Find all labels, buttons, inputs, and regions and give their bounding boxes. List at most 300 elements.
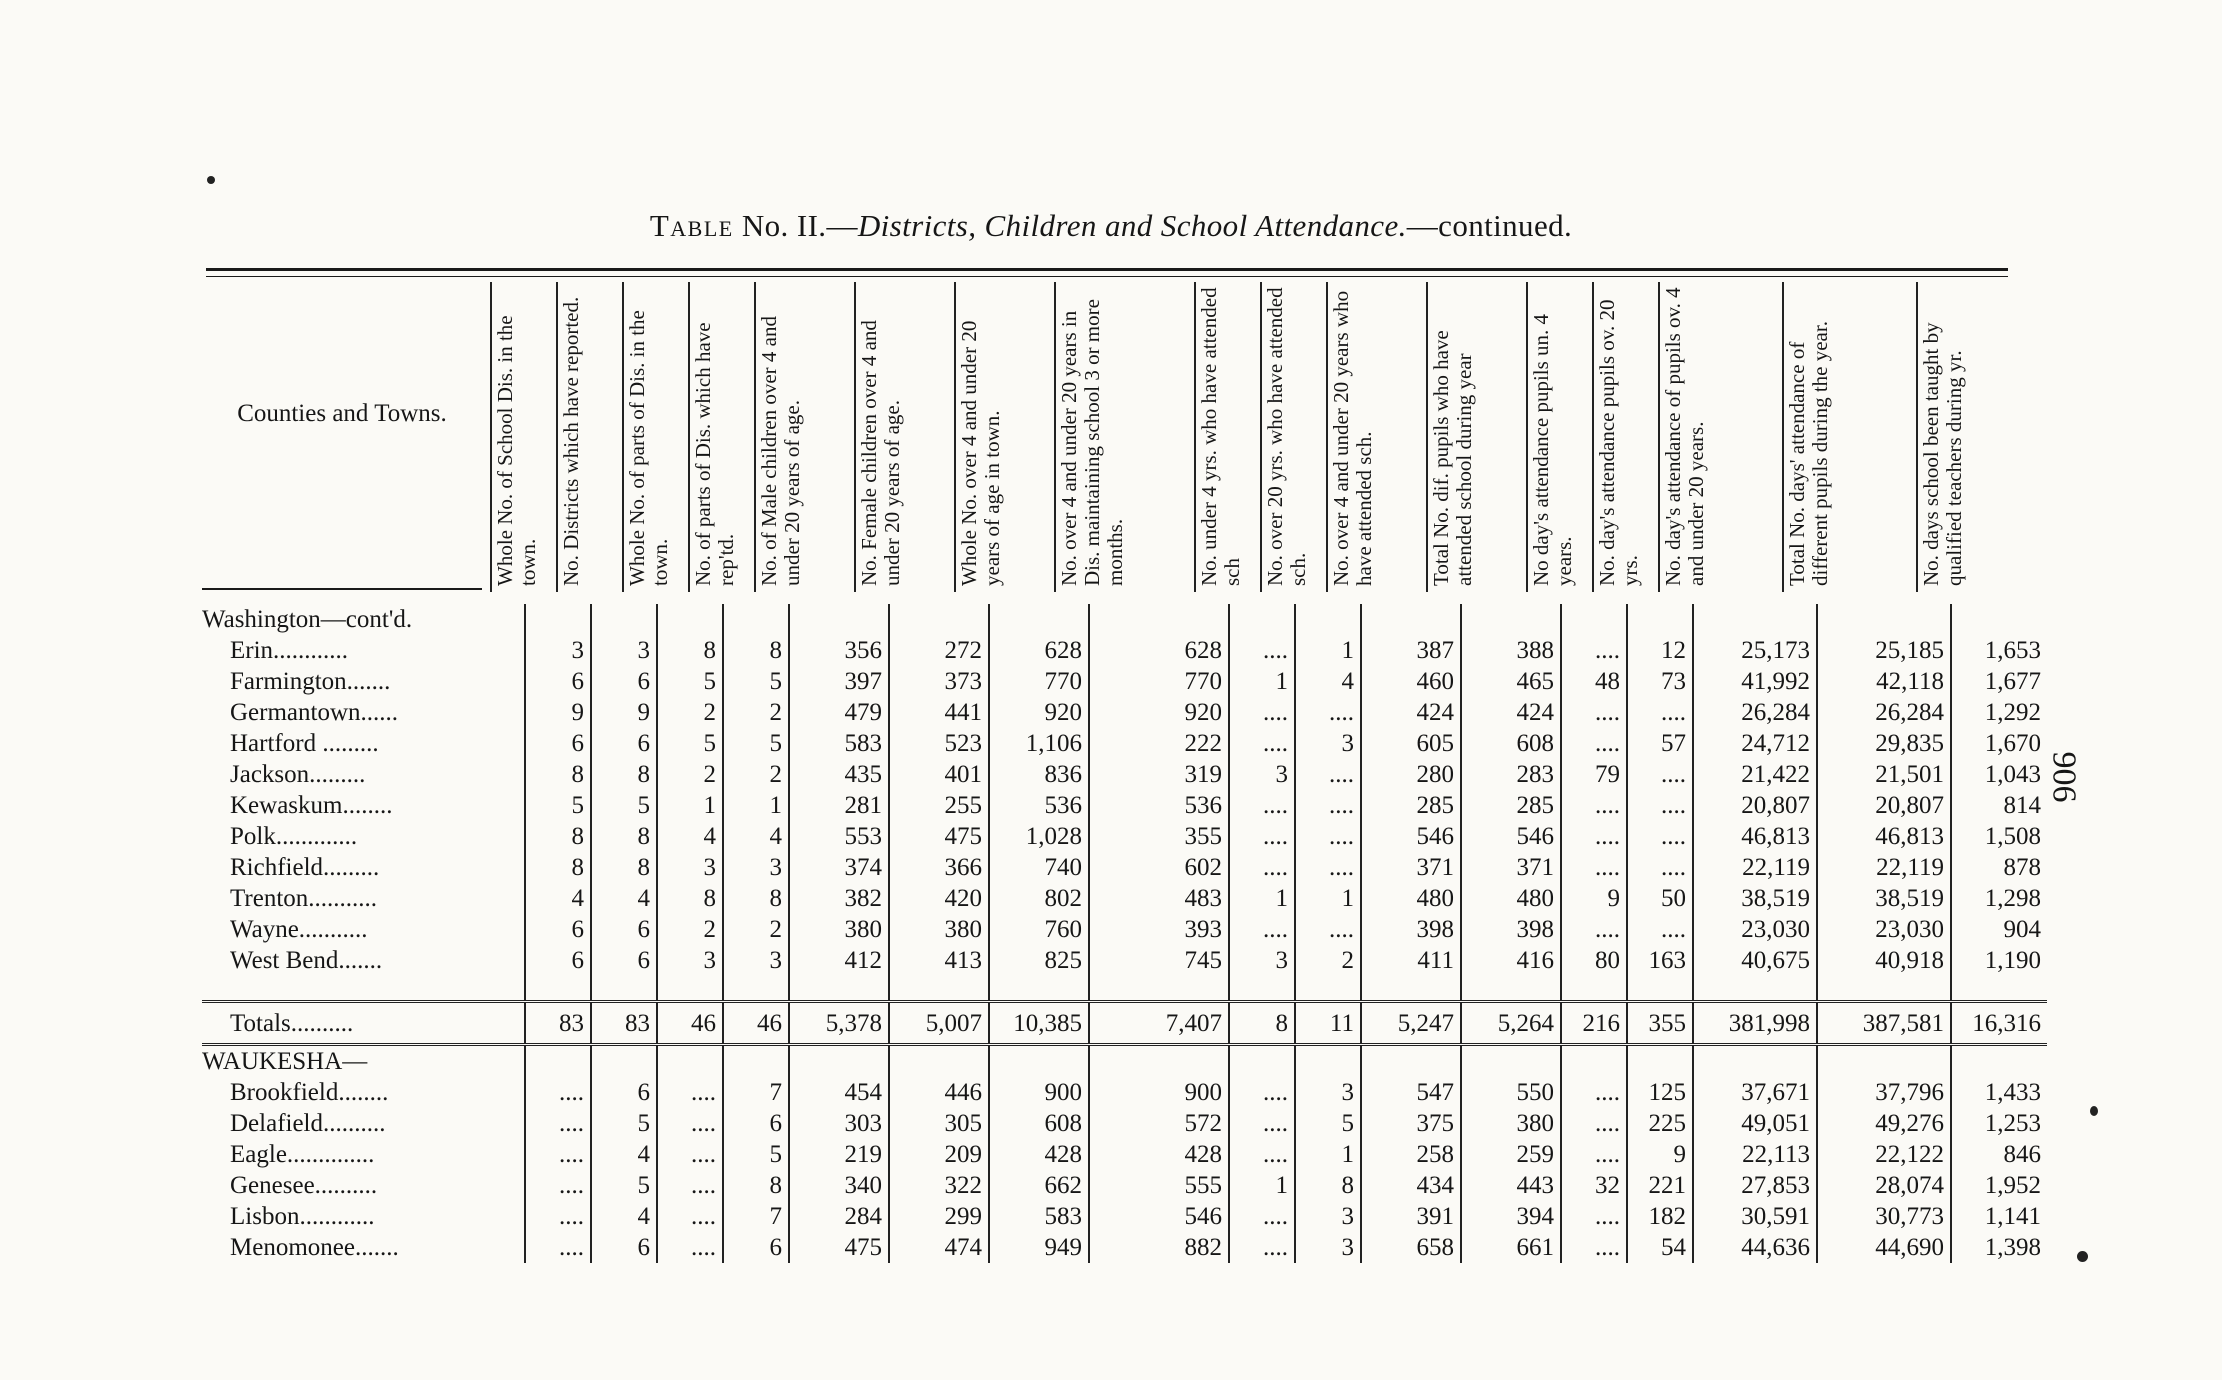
- table-cell: 3: [657, 852, 723, 883]
- table-cell: 3: [1229, 945, 1295, 976]
- table-cell: 393: [1089, 914, 1229, 945]
- table-cell: 5: [591, 1108, 657, 1139]
- table-cell: 366: [889, 852, 989, 883]
- table-cell: 4: [1295, 666, 1361, 697]
- table-cell: 428: [1089, 1139, 1229, 1170]
- table-cell: 4: [591, 883, 657, 914]
- table-cell: 836: [989, 759, 1089, 790]
- table-cell: ....: [525, 1201, 591, 1232]
- table-cell: 281: [789, 790, 889, 821]
- empty-cell: [1561, 1045, 1627, 1078]
- table-cell: 628: [989, 635, 1089, 666]
- table-cell: 42,118: [1817, 666, 1951, 697]
- table-cell: 83: [525, 1002, 591, 1045]
- empty-cell: [989, 604, 1089, 635]
- table-cell: 583: [789, 728, 889, 759]
- table-cell: 2: [657, 914, 723, 945]
- table-cell: 8: [591, 821, 657, 852]
- town-name: Eagle..............: [230, 1141, 375, 1168]
- empty-cell: [1951, 604, 2047, 635]
- table-cell: 209: [889, 1139, 989, 1170]
- table-cell: 1: [1229, 666, 1295, 697]
- column-header-label: No. under 4 yrs. who have attended sch: [1197, 287, 1244, 586]
- table-cell: 460: [1361, 666, 1461, 697]
- table-row: [202, 697, 2047, 728]
- table-cell: 381,998: [1693, 1002, 1817, 1045]
- table-cell: 572: [1089, 1108, 1229, 1139]
- table-cell: 5: [1295, 1108, 1361, 1139]
- table-cell: 16,316: [1951, 1002, 2047, 1045]
- table-cell: 5: [591, 1170, 657, 1201]
- table-cell: 32: [1561, 1170, 1627, 1201]
- empty-cell: [591, 1045, 657, 1078]
- table-cell: 22,119: [1817, 852, 1951, 883]
- table-cell: 40,675: [1693, 945, 1817, 976]
- table-cell: 7: [723, 1077, 789, 1108]
- table-cell: 9: [1627, 1139, 1693, 1170]
- table-cell: 299: [889, 1201, 989, 1232]
- table-cell: ....: [1229, 821, 1295, 852]
- empty-cell: [1817, 604, 1951, 635]
- column-header-label: No. day's attendance pupils ov. 20 yrs.: [1595, 299, 1642, 586]
- table-cell: ....: [1627, 790, 1693, 821]
- table-cell: 380: [889, 914, 989, 945]
- table-cell: 2: [723, 697, 789, 728]
- empty-cell: [889, 604, 989, 635]
- town-name: Wayne...........: [230, 916, 368, 943]
- table-cell: 26,284: [1693, 697, 1817, 728]
- table-cell: 44,690: [1817, 1232, 1951, 1263]
- table-cell: ....: [1627, 759, 1693, 790]
- table-cell: 41,992: [1693, 666, 1817, 697]
- title-subject: Districts, Children and School Attendance.: [857, 208, 1407, 243]
- table-cell: 3: [1295, 1232, 1361, 1263]
- table-cell: 387: [1361, 635, 1461, 666]
- table-cell: ....: [1295, 790, 1361, 821]
- table-cell: 355: [1627, 1002, 1693, 1045]
- table-cell: 22,113: [1693, 1139, 1817, 1170]
- table-cell: 6: [723, 1108, 789, 1139]
- town-name: Totals..........: [202, 1002, 525, 1045]
- table-cell: 8: [723, 1170, 789, 1201]
- table-cell: 258: [1361, 1139, 1461, 1170]
- table-cell: 46: [657, 1002, 723, 1045]
- table-cell: 882: [1089, 1232, 1229, 1263]
- table-cell: 391: [1361, 1201, 1461, 1232]
- table-cell: 394: [1461, 1201, 1561, 1232]
- town-name: Brookfield........: [230, 1079, 389, 1106]
- empty-cell: [789, 604, 889, 635]
- table-cell: ....: [1229, 1232, 1295, 1263]
- table-row: [202, 1232, 2047, 1263]
- table-cell: 7,407: [1089, 1002, 1229, 1045]
- table-cell: 5,378: [789, 1002, 889, 1045]
- empty-cell: [1361, 1045, 1461, 1078]
- table-cell: ....: [1295, 697, 1361, 728]
- empty-cell: [1089, 1045, 1229, 1078]
- page-number: 906: [2045, 751, 2083, 803]
- title-number: No. II.—: [741, 208, 858, 243]
- table-cell: 480: [1461, 883, 1561, 914]
- table-cell: 605: [1361, 728, 1461, 759]
- table-cell: 523: [889, 728, 989, 759]
- table-cell: 1,190: [1951, 945, 2047, 976]
- table-cell: 5,264: [1461, 1002, 1561, 1045]
- empty-cell: [591, 604, 657, 635]
- table-cell: 3: [1295, 1077, 1361, 1108]
- table-cell: 280: [1361, 759, 1461, 790]
- table-cell: 20,807: [1693, 790, 1817, 821]
- table-row: [202, 635, 2047, 666]
- table-cell: 8: [1295, 1170, 1361, 1201]
- top-rule-thin: [206, 276, 2008, 277]
- table-cell: 216: [1561, 1002, 1627, 1045]
- empty-cell: [1951, 1045, 2047, 1078]
- table-cell: 3: [1229, 759, 1295, 790]
- table-cell: 305: [889, 1108, 989, 1139]
- column-header-label: Whole No. of parts of Dis. in the town.: [625, 310, 672, 586]
- table-cell: 8: [525, 821, 591, 852]
- table-cell: 49,276: [1817, 1108, 1951, 1139]
- table-cell: ....: [1561, 1077, 1627, 1108]
- table-row: [202, 883, 2047, 914]
- town-name: Hartford .........: [230, 730, 379, 757]
- table-cell: 380: [1461, 1108, 1561, 1139]
- table-cell: 24,712: [1693, 728, 1817, 759]
- table-cell: 285: [1361, 790, 1461, 821]
- column-header-label: No. over 20 yrs. who have attended sch.: [1263, 287, 1310, 586]
- column-header: [1782, 282, 1918, 592]
- table-row: [202, 759, 2047, 790]
- table-cell: 5: [525, 790, 591, 821]
- table-cell: 628: [1089, 635, 1229, 666]
- empty-cell: [889, 1045, 989, 1078]
- table-cell: 272: [889, 635, 989, 666]
- column-header: [490, 282, 558, 592]
- table-cell: ....: [1295, 821, 1361, 852]
- table-cell: 30,773: [1817, 1201, 1951, 1232]
- table-cell: 475: [889, 821, 989, 852]
- table-cell: 387,581: [1817, 1002, 1951, 1045]
- table-cell: 10,385: [989, 1002, 1089, 1045]
- table-cell: 8: [723, 635, 789, 666]
- column-header: [1326, 282, 1428, 592]
- table-cell: 602: [1089, 852, 1229, 883]
- table-cell: 9: [591, 697, 657, 728]
- table-cell: 371: [1461, 852, 1561, 883]
- table-cell: 3: [657, 945, 723, 976]
- table-cell: 760: [989, 914, 1089, 945]
- table-cell: 474: [889, 1232, 989, 1263]
- table-cell: ....: [657, 1077, 723, 1108]
- table-cell: 546: [1361, 821, 1461, 852]
- table-cell: 5: [657, 728, 723, 759]
- table-cell: ....: [657, 1139, 723, 1170]
- table-cell: 5: [657, 666, 723, 697]
- table-cell: ....: [1561, 697, 1627, 728]
- table-cell: 30,591: [1693, 1201, 1817, 1232]
- table-cell: 443: [1461, 1170, 1561, 1201]
- table-cell: 54: [1627, 1232, 1693, 1263]
- table-cell: ....: [525, 1170, 591, 1201]
- table-cell: 388: [1461, 635, 1561, 666]
- table-cell: 411: [1361, 945, 1461, 976]
- table-cell: ....: [1229, 635, 1295, 666]
- table-cell: 83: [591, 1002, 657, 1045]
- empty-cell: [1693, 604, 1817, 635]
- scan-speck: [2090, 1106, 2098, 1116]
- empty-cell: [1627, 604, 1693, 635]
- scan-speck: [207, 176, 215, 184]
- table-cell: 374: [789, 852, 889, 883]
- table-cell: 770: [989, 666, 1089, 697]
- empty-cell: [723, 604, 789, 635]
- table-cell: 37,796: [1817, 1077, 1951, 1108]
- table-cell: 608: [1461, 728, 1561, 759]
- table-cell: 1: [1295, 883, 1361, 914]
- table-row: [202, 914, 2047, 945]
- table-cell: 37,671: [1693, 1077, 1817, 1108]
- table-cell: 225: [1627, 1108, 1693, 1139]
- empty-cell: [989, 1045, 1089, 1078]
- table-cell: 2: [723, 759, 789, 790]
- table-cell: 2: [723, 914, 789, 945]
- table-cell: 550: [1461, 1077, 1561, 1108]
- table-cell: 27,853: [1693, 1170, 1817, 1201]
- table-cell: 814: [1951, 790, 2047, 821]
- table-cell: 6: [591, 1232, 657, 1263]
- table-cell: 413: [889, 945, 989, 976]
- table-cell: ....: [1295, 759, 1361, 790]
- table-cell: 398: [1361, 914, 1461, 945]
- table-cell: 8: [525, 759, 591, 790]
- table-cell: ....: [525, 1077, 591, 1108]
- empty-cell: [1461, 604, 1561, 635]
- county-heading: WAUKESHA—: [202, 1048, 368, 1075]
- table-cell: ....: [1295, 852, 1361, 883]
- table-cell: 283: [1461, 759, 1561, 790]
- table-cell: 23,030: [1693, 914, 1817, 945]
- table-cell: ....: [1627, 852, 1693, 883]
- totals-row: [202, 1002, 2047, 1045]
- column-headers: [202, 282, 2009, 596]
- table-cell: 221: [1627, 1170, 1693, 1201]
- table-cell: 4: [591, 1139, 657, 1170]
- table-cell: ....: [1229, 790, 1295, 821]
- empty-cell: [525, 604, 591, 635]
- table-cell: 25,173: [1693, 635, 1817, 666]
- empty-cell: [525, 1045, 591, 1078]
- table-cell: 6: [525, 666, 591, 697]
- table-cell: 1,508: [1951, 821, 2047, 852]
- table-cell: 546: [1461, 821, 1561, 852]
- table-cell: 44,636: [1693, 1232, 1817, 1263]
- empty-cell: [1089, 604, 1229, 635]
- table-title: [0, 208, 2222, 244]
- table-cell: 340: [789, 1170, 889, 1201]
- table-cell: 6: [525, 945, 591, 976]
- table-cell: 6: [591, 728, 657, 759]
- column-header: [622, 282, 690, 592]
- table-cell: ....: [1561, 1201, 1627, 1232]
- table-cell: 1,298: [1951, 883, 2047, 914]
- column-header: [688, 282, 756, 592]
- table-cell: 1,433: [1951, 1077, 2047, 1108]
- town-name: Polk.............: [230, 823, 358, 850]
- table-cell: 546: [1089, 1201, 1229, 1232]
- table-cell: 6: [723, 1232, 789, 1263]
- table-row: [202, 1139, 2047, 1170]
- column-header-label: No. of Male children over 4 and under 20 years of age.: [757, 316, 804, 586]
- table-cell: ....: [1229, 1139, 1295, 1170]
- table-cell: 303: [789, 1108, 889, 1139]
- table-cell: 80: [1561, 945, 1627, 976]
- empty-cell: [657, 1045, 723, 1078]
- table-cell: 6: [591, 1077, 657, 1108]
- table-cell: 1: [1295, 635, 1361, 666]
- table-row: [202, 1201, 2047, 1232]
- table-cell: 57: [1627, 728, 1693, 759]
- table-cell: ....: [1561, 790, 1627, 821]
- table-cell: ....: [1295, 914, 1361, 945]
- table-cell: 1,292: [1951, 697, 2047, 728]
- table-cell: ....: [1561, 852, 1627, 883]
- top-rule: [206, 268, 2008, 271]
- column-header: [954, 282, 1056, 592]
- table-cell: 48: [1561, 666, 1627, 697]
- table-cell: 1: [657, 790, 723, 821]
- table-cell: 284: [789, 1201, 889, 1232]
- column-header: [1526, 282, 1594, 592]
- table-cell: 259: [1461, 1139, 1561, 1170]
- table-cell: 825: [989, 945, 1089, 976]
- table-cell: 479: [789, 697, 889, 728]
- column-header: [1054, 282, 1196, 592]
- table-cell: 5,247: [1361, 1002, 1461, 1045]
- table-cell: 1,028: [989, 821, 1089, 852]
- table-cell: ....: [525, 1232, 591, 1263]
- table-cell: 22,119: [1693, 852, 1817, 883]
- table-cell: 380: [789, 914, 889, 945]
- table-cell: 416: [1461, 945, 1561, 976]
- table-cell: 73: [1627, 666, 1693, 697]
- table-cell: 8: [525, 852, 591, 883]
- table-cell: 846: [1951, 1139, 2047, 1170]
- empty-cell: [657, 604, 723, 635]
- table-row: [202, 728, 2047, 759]
- table-cell: 3: [1295, 728, 1361, 759]
- table-cell: 3: [723, 852, 789, 883]
- spacer-row: [202, 976, 2047, 1002]
- table-cell: 4: [591, 1201, 657, 1232]
- column-header: [1194, 282, 1262, 592]
- table-cell: 1: [1229, 883, 1295, 914]
- table-cell: 553: [789, 821, 889, 852]
- empty-cell: [1361, 604, 1461, 635]
- table-row: [202, 945, 2047, 976]
- table-cell: ....: [1229, 1201, 1295, 1232]
- table-cell: 1,653: [1951, 635, 2047, 666]
- attendance-table: [202, 604, 2047, 1263]
- table-cell: ....: [657, 1232, 723, 1263]
- column-header-label: Total No. days' attendance of different pupils during the year.: [1785, 321, 1832, 586]
- table-cell: 285: [1461, 790, 1561, 821]
- table-cell: 401: [889, 759, 989, 790]
- table-cell: 50: [1627, 883, 1693, 914]
- town-name: Jackson.........: [230, 761, 366, 788]
- table-cell: 424: [1361, 697, 1461, 728]
- table-cell: 8: [723, 883, 789, 914]
- header-underline: [202, 588, 482, 590]
- table-cell: 920: [1089, 697, 1229, 728]
- column-header: [1916, 282, 2014, 592]
- empty-cell: [1295, 1045, 1361, 1078]
- table-row: [202, 1170, 2047, 1201]
- table-cell: 5: [591, 790, 657, 821]
- row-header-label: Counties and Towns.: [237, 400, 447, 427]
- table-row: [202, 1108, 2047, 1139]
- table-row: [202, 666, 2047, 697]
- scan-speck: [2077, 1251, 2088, 1262]
- table-cell: 3: [525, 635, 591, 666]
- table-cell: 322: [889, 1170, 989, 1201]
- table-cell: 46,813: [1817, 821, 1951, 852]
- table-cell: 1,253: [1951, 1108, 2047, 1139]
- column-header: [754, 282, 856, 592]
- table-cell: 6: [591, 945, 657, 976]
- table-cell: 21,501: [1817, 759, 1951, 790]
- section-heading-row: [202, 604, 2047, 635]
- table-cell: 398: [1461, 914, 1561, 945]
- table-cell: ....: [1561, 1232, 1627, 1263]
- column-header: [556, 282, 624, 592]
- column-header-label: No. over 4 and under 20 years who have attended sch.: [1329, 290, 1376, 586]
- table-cell: 1,043: [1951, 759, 2047, 790]
- table-cell: 465: [1461, 666, 1561, 697]
- table-cell: ....: [1561, 1108, 1627, 1139]
- table-cell: 1,106: [989, 728, 1089, 759]
- table-cell: 3: [1295, 1201, 1361, 1232]
- table-cell: 1,670: [1951, 728, 2047, 759]
- column-header-label: No day's attendance pupils un. 4 years.: [1529, 313, 1576, 586]
- table-cell: 21,422: [1693, 759, 1817, 790]
- table-cell: 29,835: [1817, 728, 1951, 759]
- table-cell: ....: [1229, 728, 1295, 759]
- table-cell: 900: [1089, 1077, 1229, 1108]
- empty-cell: [1461, 1045, 1561, 1078]
- table-cell: 355: [1089, 821, 1229, 852]
- table-cell: 163: [1627, 945, 1693, 976]
- table-row: [202, 852, 2047, 883]
- table-cell: 608: [989, 1108, 1089, 1139]
- table-cell: 770: [1089, 666, 1229, 697]
- town-name: Kewaskum........: [230, 792, 393, 819]
- table-cell: 46: [723, 1002, 789, 1045]
- table-cell: 662: [989, 1170, 1089, 1201]
- table-cell: 319: [1089, 759, 1229, 790]
- table-cell: 920: [989, 697, 1089, 728]
- town-name: Trenton...........: [230, 885, 378, 912]
- title-suffix: —continued.: [1406, 208, 1573, 243]
- table-cell: 9: [525, 697, 591, 728]
- table-cell: 745: [1089, 945, 1229, 976]
- table-cell: 382: [789, 883, 889, 914]
- title-prefix: Table: [649, 208, 734, 243]
- table-cell: 20,807: [1817, 790, 1951, 821]
- table-cell: ....: [525, 1139, 591, 1170]
- table-cell: ....: [525, 1108, 591, 1139]
- column-header-label: Whole No. over 4 and under 20 years of age in town.: [957, 320, 1004, 586]
